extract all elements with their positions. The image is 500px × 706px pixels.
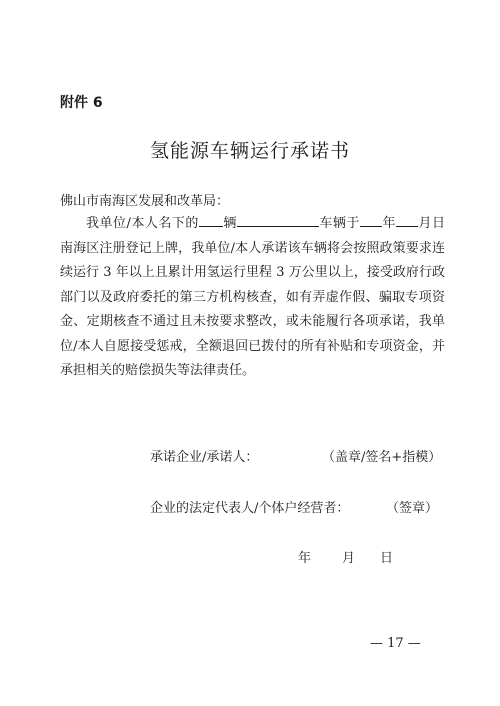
body-text-part3: 车辆于 bbox=[318, 216, 360, 231]
commitment-body bbox=[60, 212, 445, 384]
year-blank bbox=[360, 213, 382, 227]
enterprise-signature-label: 承诺企业/承诺人： bbox=[150, 450, 259, 465]
representative-signature-note: （签章） bbox=[386, 501, 439, 516]
body-text-part5: 月日南海区注册登记上牌，我单位/本人承诺该车辆将会按照政策要求连续运行 3 年以上且累计用氢运行里程 3 万公里以上，接受政府行政部门以及政府委托的第三方机构核查，如有弄虚作假、骗取专项资金、定期核查不通过且未按要求整改，或未能履行各项承诺，我单位/本人自愿接受惩戒，全额退回已拨付的所有补贴和专项资金，并承担相关的赔偿损失等法律责任。 bbox=[60, 216, 445, 378]
page-number: — 17 — bbox=[370, 636, 421, 651]
vehicle-count-blank bbox=[199, 213, 223, 227]
date-year: 年 bbox=[298, 551, 312, 566]
vehicle-type-blank bbox=[237, 213, 319, 227]
document-title: 氢能源车辆运行承诺书 bbox=[149, 140, 350, 162]
month-blank bbox=[396, 213, 418, 227]
attachment-label: 附件 6 bbox=[60, 95, 103, 111]
body-text-part1: 我单位/本人名下的 bbox=[86, 216, 199, 231]
representative-signature-label: 企业的法定代表人/个体户经营者： bbox=[150, 501, 350, 516]
body-text-part4: 年 bbox=[381, 216, 396, 231]
date-day: 日 bbox=[380, 551, 394, 566]
date-month: 月 bbox=[342, 551, 356, 566]
body-text-part2: 辆 bbox=[222, 216, 237, 231]
enterprise-signature-note: （盖章/签名+指模） bbox=[322, 450, 442, 465]
addressee: 佛山市南海区发展和改革局： bbox=[60, 194, 230, 209]
